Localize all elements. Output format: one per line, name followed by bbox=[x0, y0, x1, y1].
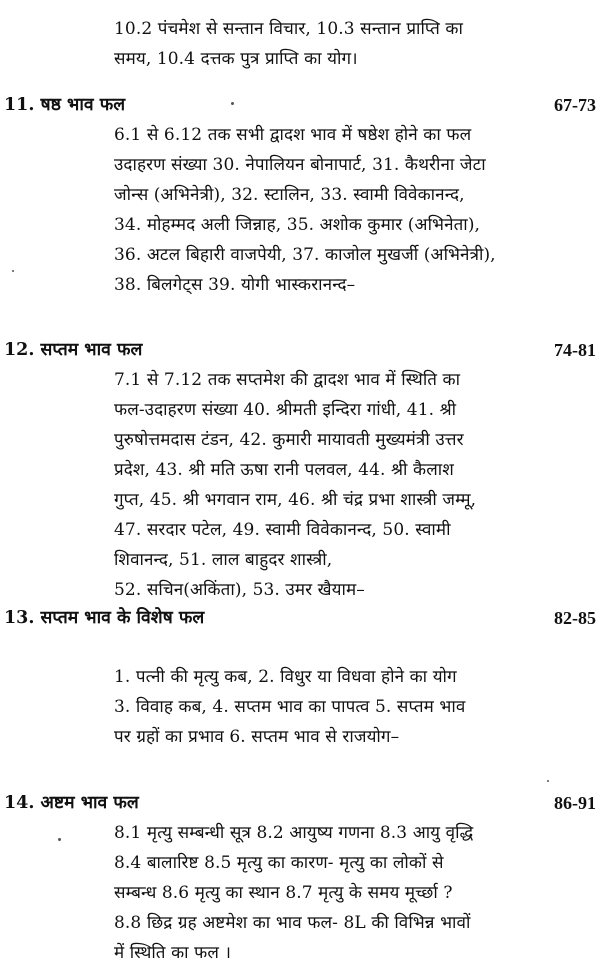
toc-subline: फल-उदाहरण संख्या 40. श्रीमती इन्दिरा गांधी, 41. श्री bbox=[114, 400, 457, 420]
toc-subline: उदाहरण संख्या 30. नेपालियन बोनापार्ट, 31. कैथरीना जेटा bbox=[114, 155, 486, 175]
toc-entry-pages: 86-91 bbox=[554, 793, 596, 813]
toc-subline: 1. पत्नी की मृत्यु कब, 2. विधुर या विधवा होने का योग bbox=[114, 667, 457, 687]
toc-subline: 34. मोहम्मद अली जिन्नाह, 35. अशोक कुमार (अभिनेता), bbox=[114, 215, 481, 235]
scan-speck bbox=[547, 780, 549, 782]
toc-subline: पुरुषोत्तमदास टंडन, 42. कुमारी मायावती मुख्यमंत्री उत्तर bbox=[114, 430, 464, 450]
toc-subline: पर ग्रहों का प्रभाव 6. सप्तम भाव से राजयोग– bbox=[114, 727, 400, 747]
toc-entry-heading: अष्टम भाव फल bbox=[40, 793, 139, 813]
toc-entry-12[interactable] bbox=[4, 335, 596, 365]
toc-entry-number: 12. bbox=[4, 340, 35, 360]
toc-subline: 7.1 से 7.12 तक सप्तमेश की द्वादश भाव में स्थिति का bbox=[114, 370, 461, 390]
toc-subline: 38. बिलगेट्स 39. योगी भास्करानन्द– bbox=[114, 275, 356, 295]
toc-subline: 8.1 मृत्यु सम्बन्धी सूत्र 8.2 आयुष्य गणना 8.3 आयु वृद्धि bbox=[114, 823, 474, 843]
toc-entry-pages: 67-73 bbox=[554, 95, 596, 115]
toc-entry-title bbox=[4, 90, 125, 120]
toc-subline: 8.4 बालारिष्ट 8.5 मृत्यु का कारण- मृत्यु का लोकों से bbox=[114, 853, 444, 873]
toc-subline: 47. सरदार पटेल, 49. स्वामी विवेकानन्द, 50. स्वामी bbox=[114, 520, 451, 540]
toc-subline: जोन्स (अभिनेत्री), 32. स्टालिन, 33. स्वामी विवेकानन्द, bbox=[114, 185, 465, 205]
toc-subline: 52. सचिन(अकिंता), 53. उमर खैयाम– bbox=[114, 580, 365, 600]
toc-entry-pages: 82-85 bbox=[554, 608, 596, 628]
toc-entry-title bbox=[4, 788, 139, 818]
toc-entry-number: 13. bbox=[4, 608, 35, 628]
toc-subline: सम्बन्ध 8.6 मृत्यु का स्थान 8.7 मृत्यु के समय मूर्च्छा ? bbox=[114, 883, 453, 903]
toc-subline: शिवानन्द, 51. लाल बाहुदर शास्त्री, bbox=[114, 550, 333, 570]
continuation-line: 10.2 पंचमेश से सन्तान विचार, 10.3 सन्तान प्राप्ति का bbox=[114, 19, 463, 39]
toc-subline: 3. विवाह कब, 4. सप्तम भाव का पापत्व 5. सप्तम भाव bbox=[114, 697, 466, 717]
toc-subline: गुप्त, 45. श्री भगवान राम, 46. श्री चंद्र प्रभा शास्त्री जम्मू, bbox=[114, 490, 477, 510]
toc-entry-heading: सप्तम भाव फल bbox=[40, 340, 143, 360]
scan-speck bbox=[12, 270, 14, 272]
scan-speck bbox=[231, 102, 234, 105]
toc-entry-heading: सप्तम भाव के विशेष फल bbox=[40, 608, 205, 628]
continuation-line: समय, 10.4 दत्तक पुत्र प्राप्ति का योग। bbox=[114, 49, 358, 69]
toc-entry-title bbox=[4, 603, 204, 633]
toc-entry-11[interactable] bbox=[4, 90, 596, 120]
toc-entry-number: 11. bbox=[4, 95, 35, 115]
toc-entry-pages: 74-81 bbox=[554, 340, 596, 360]
scan-speck bbox=[58, 838, 61, 841]
toc-subline: प्रदेश, 43. श्री मति ऊषा रानी पलवल, 44. श्री कैलाश bbox=[114, 460, 454, 480]
toc-subline: 6.1 से 6.12 तक सभी द्वादश भाव में षष्ठेश होने का फल bbox=[114, 125, 472, 145]
toc-subline: 36. अटल बिहारी वाजपेयी, 37. काजोल मुखर्जी (अभिनेत्री), bbox=[114, 245, 496, 265]
toc-entry-title bbox=[4, 335, 142, 365]
toc-entry-heading: षष्ठ भाव फल bbox=[40, 95, 126, 115]
toc-entry-14[interactable] bbox=[4, 788, 596, 818]
toc-subline: में स्थिति का फल । bbox=[114, 943, 232, 963]
toc-subline: 8.8 छिद्र ग्रह अष्टमेश का भाव फल- 8L की विभिन्न भावों bbox=[114, 913, 471, 933]
toc-entry-13[interactable] bbox=[4, 603, 596, 633]
toc-entry-number: 14. bbox=[4, 793, 35, 813]
